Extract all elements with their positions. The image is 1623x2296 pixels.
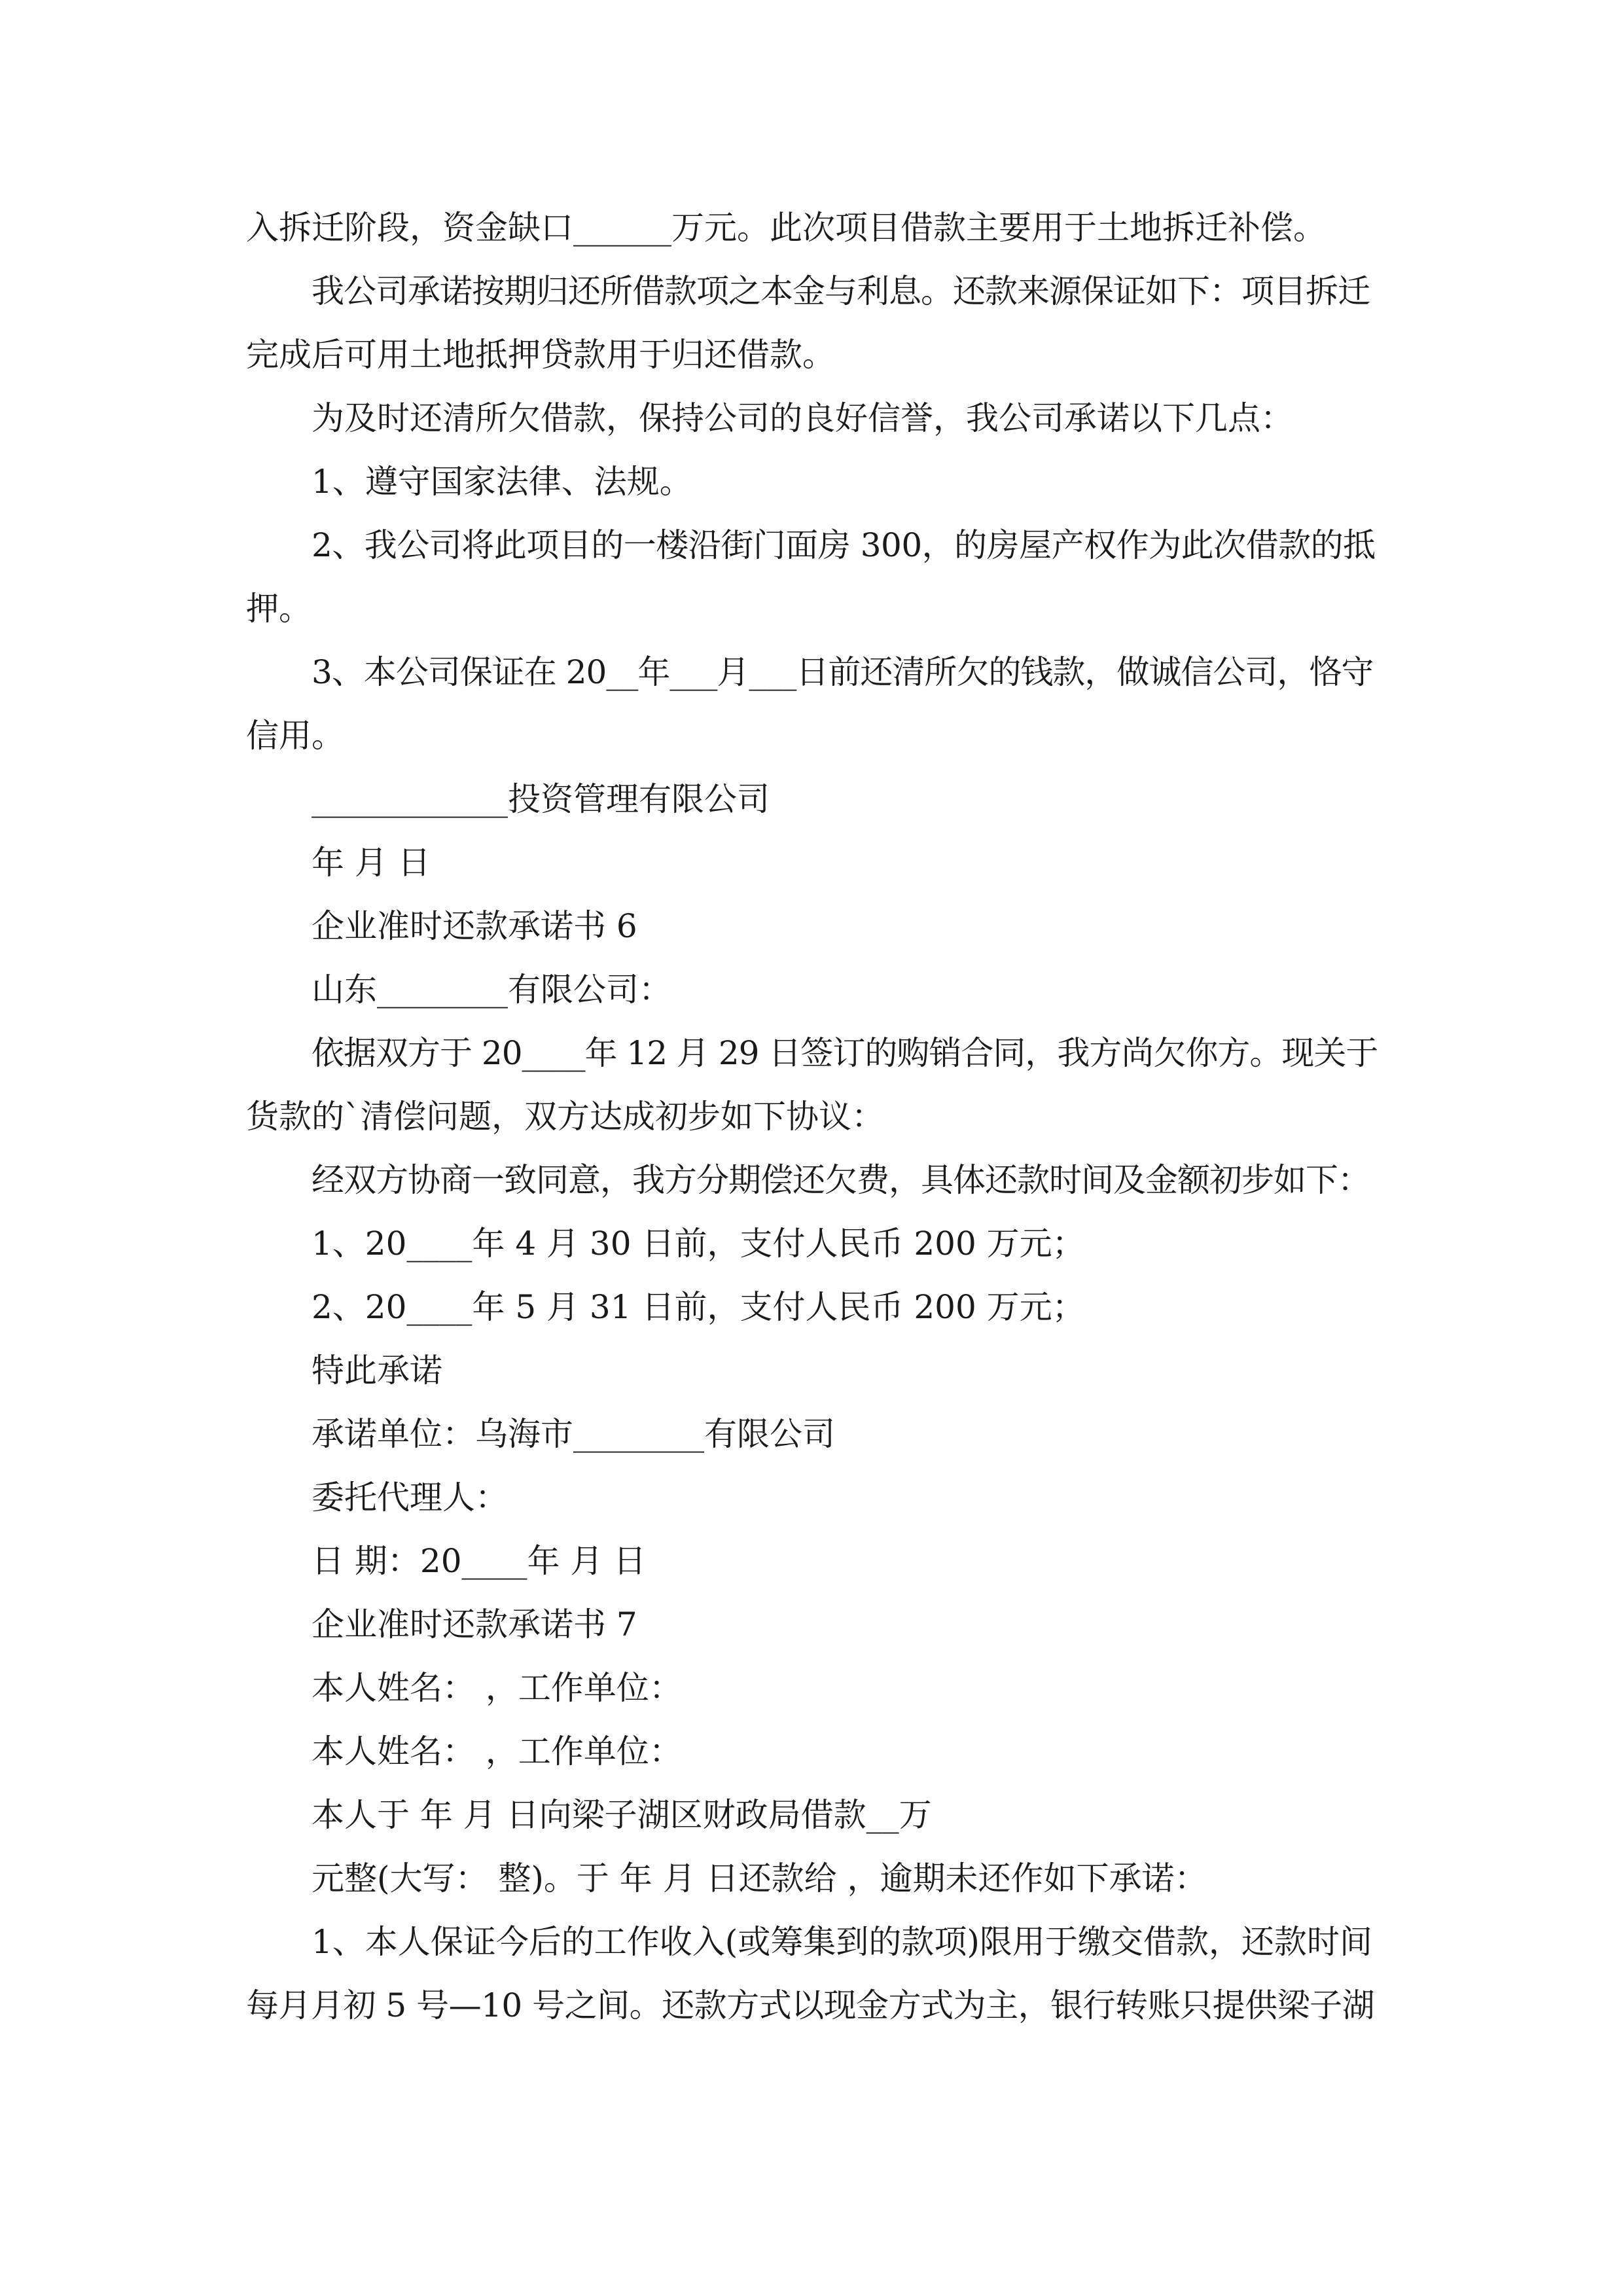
document-body (246, 196, 1378, 2037)
company-signature: ____________投资管理有限公司 (312, 780, 770, 818)
signature-agent: 委托代理人： (312, 1479, 508, 1516)
form-field: 本人姓名： ，工作单位： (312, 1732, 682, 1770)
date-line: 年 月 日 (312, 844, 431, 882)
signature-unit: 承诺单位：乌海市________有限公司 (312, 1415, 835, 1453)
text-line: 特此承诺 (312, 1352, 442, 1390)
text-line: 元整(大写： 整)。于 年 月 日还款给 ，逾期未还作如下承诺： (312, 1859, 1207, 1897)
text-line: 经双方协商一致同意，我方分期偿还欠费，具体还款时间及金额初步如下： (312, 1161, 1370, 1199)
text-line: 本人于 年 月 日向梁子湖区财政局借款__万 (312, 1796, 932, 1834)
text-line: 每月月初 5 号—10 号之间。还款方式以现金方式为主，银行转账只提供梁子湖 (246, 1986, 1375, 2024)
section-title: 企业准时还款承诺书 7 (312, 1605, 637, 1643)
addressee: 山东________有限公司： (312, 971, 671, 1009)
text-line: 我公司承诺按期归还所借款项之本金与利息。还款来源保证如下：项目拆迁 (312, 272, 1370, 310)
date-line: 日 期：20____年 月 日 (312, 1542, 647, 1580)
text-line: 完成后可用土地抵押贷款用于归还借款。 (246, 336, 835, 374)
text-line: 押。 (246, 590, 312, 628)
text-line: 为及时还清所欠借款，保持公司的良好信誉，我公司承诺以下几点： (312, 399, 1293, 437)
text-line: 信用。 (246, 717, 344, 755)
text-line: 依据双方于 20____年 12 月 29 日签订的购销合同，我方尚欠你方。现关于 (312, 1034, 1378, 1072)
section-title: 企业准时还款承诺书 6 (312, 907, 637, 945)
form-field: 本人姓名： ，工作单位： (312, 1669, 682, 1707)
list-item: 1、20____年 4 月 30 日前，支付人民币 200 万元； (312, 1225, 1085, 1263)
list-item: 2、我公司将此项目的一楼沿街门面房 300，的房屋产权作为此次借款的抵 (312, 526, 1376, 564)
list-item: 1、遵守国家法律、法规。 (312, 463, 692, 501)
list-item: 1、本人保证今后的工作收入(或筹集到的款项)限用于缴交借款，还款时间 (312, 1923, 1372, 1961)
list-item: 3、本公司保证在 20__年___月___日前还清所欠的钱款，做诚信公司，恪守 (312, 653, 1374, 691)
text-line: 入拆迁阶段，资金缺口______万元。此次项目借款主要用于土地拆迁补偿。 (246, 209, 1326, 247)
text-line: 货款的`清偿问题，双方达成初步如下协议： (246, 1098, 884, 1136)
list-item: 2、20____年 5 月 31 日前，支付人民币 200 万元； (312, 1288, 1085, 1326)
